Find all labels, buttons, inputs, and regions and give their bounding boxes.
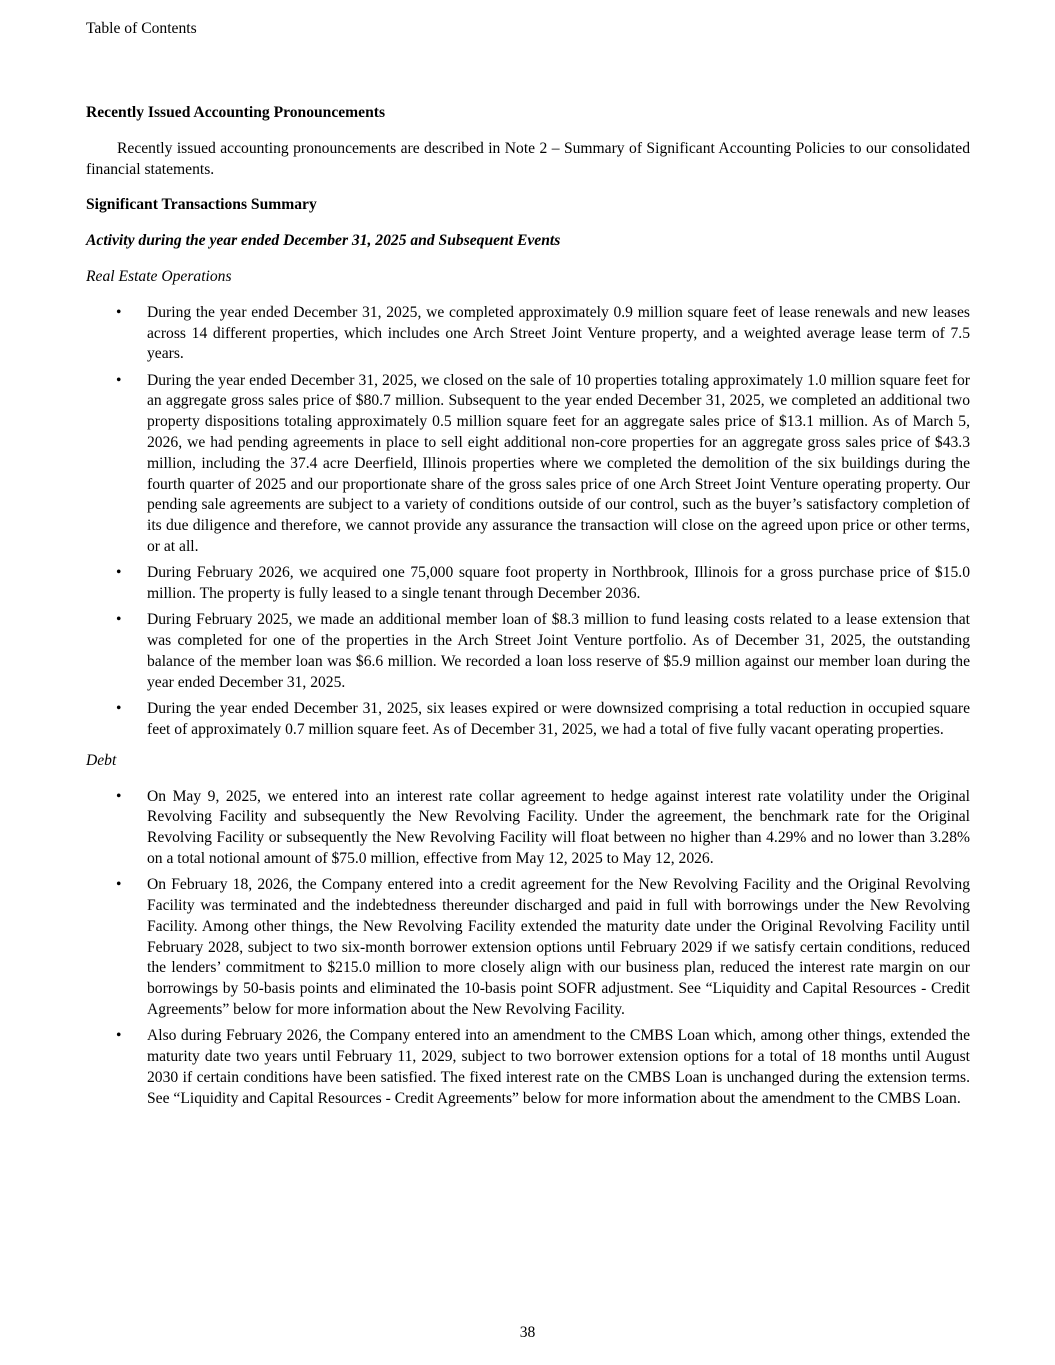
list-item-text: During February 2025, we made an additional member loan of $8.3 million to fund leasing costs related to a lease extension that was completed for one of the properties in the Arch Street Joint Venture portfolio. As of December 31, 2025, the outstanding balance of the member loan was $6.6 million. We recorded a loan loss reserve of $5.9 million against our member loan during the year ended December 31, 2025. (147, 611, 970, 691)
section-heading-pronouncements: Recently Issued Accounting Pronouncements (86, 104, 386, 121)
section-heading-transactions-summary: Significant Transactions Summary (86, 196, 317, 214)
list-item (86, 1026, 970, 1109)
list-item (86, 371, 970, 558)
bullet-icon: • (116, 303, 122, 321)
list-item (86, 875, 970, 1021)
bullet-icon: • (116, 611, 122, 629)
bullet-icon: • (116, 371, 122, 389)
document-body (86, 103, 970, 1115)
list-item (86, 610, 970, 693)
bullet-icon: • (116, 700, 122, 718)
list-item-text: On May 9, 2025, we entered into an interest rate collar agreement to hedge against interest rate volatility under the Original Revolving Facility and subsequently the New Revolving Facility. Under the agreement, the benchmark rate for the Original Revolving Facility or subsequently the New Revolving Facility will float between no higher than 4.29% and no lower than 3.28% on a total notional amount of $75.0 million, effective from May 12, 2025 to May 12, 2026. (147, 787, 970, 867)
list-item-text: Also during February 2026, the Company entered into an amendment to the CMBS Loan which, among other things, extended the maturity date two years until February 11, 2029, subject to two borrower extension options for a total of 18 months until August 2030 if certain conditions have been satisfied. The fixed interest rate on the CMBS Loan is unchanged during the extension terms. See “Liquidity and Capital Resources - Credit Agreements” below for more information about the amendment to the CMBS Loan. (147, 1027, 970, 1107)
bullet-icon: • (116, 876, 122, 894)
list-item (86, 563, 970, 605)
list-item-text: On February 18, 2026, the Company entered into a credit agreement for the New Revolving Facility and the Original Revolving Facility was terminated and the indebtedness thereunder discharged and paid in full with borrowings under the New Revolving Facility. Among other things, the New Revolving Facility extended the maturity date under the Original Revolving Facility until February 2028, subject to two six-month borrower extension options until February 2029 if we satisfy certain conditions, reduced the lenders’ commitment to $215.0 million to more closely align with our business plan, reduced the interest rate margin on our borrowings by 50-basis points and eliminated the 10-basis point SOFR adjustment. See “Liquidity and Capital Resources - Credit Agreements” below for more information about the New Revolving Facility. (147, 876, 970, 1018)
bullet-icon: • (116, 787, 122, 805)
real-estate-bullet-list (86, 303, 970, 741)
list-item-text: During the year ended December 31, 2025, we closed on the sale of 10 properties totaling approximately 1.0 million square feet for an aggregate gross sales price of $80.7 million. Subsequent to the year ended December 31, 2025, we completed an additional two property dispositions totaling approximately 0.5 million square feet for an aggregate sales price of $13.1 million. As of March 5, 2026, we had pending agreements in place to sell eight additional non-core properties for an aggregate gross sales price of $43.3 million, including the 37.4 acre Deerfield, Illinois properties where we completed the demolition of the six buildings during the fourth quarter of 2025 and our proportionate share of the gross sales price of one Arch Street Joint Venture operating property. Our pending sale agreements are subject to a variety of conditions outside of our control, such as the buyer’s satisfactory completion of its due diligence and therefore, we cannot provide any assurance the transaction will close on the agreed upon price or other terms, or at all. (147, 371, 970, 556)
bullet-icon: • (116, 1027, 122, 1045)
pronouncements-paragraph: Recently issued accounting pronouncements are described in Note 2 – Summary of Significant Accounting Policies to our consolidated financial statements. (86, 139, 970, 178)
page-number: 38 (519, 1324, 536, 1341)
subheading-activity: Activity during the year ended December 31, 2025 and Subsequent Events (86, 232, 561, 250)
list-item-text: During February 2026, we acquired one 75,000 square foot property in Northbrook, Illinois for a gross purchase price of $15.0 million. The property is fully leased to a single tenant through December 2036. (147, 564, 970, 603)
list-item-text: During the year ended December 31, 2025, we completed approximately 0.9 million square feet of lease renewals and new leases across 14 different properties, which includes one Arch Street Joint Venture property, and a weighted average lease term of 7.5 years. (147, 303, 970, 363)
debt-bullet-list (86, 787, 970, 1110)
list-item (86, 699, 970, 741)
bullet-icon: • (116, 564, 122, 582)
list-item-text: During the year ended December 31, 2025, six leases expired or were downsized comprising a total reduction in occupied square feet of approximately 0.7 million square feet. As of December 31, 2025, we had a total of five fully vacant operating properties. (147, 700, 970, 738)
subheading-real-estate-operations: Real Estate Operations (86, 267, 232, 285)
list-item (86, 303, 970, 365)
table-of-contents-link[interactable]: Table of Contents (86, 20, 197, 37)
list-item (86, 787, 970, 870)
subheading-debt: Debt (86, 751, 117, 769)
